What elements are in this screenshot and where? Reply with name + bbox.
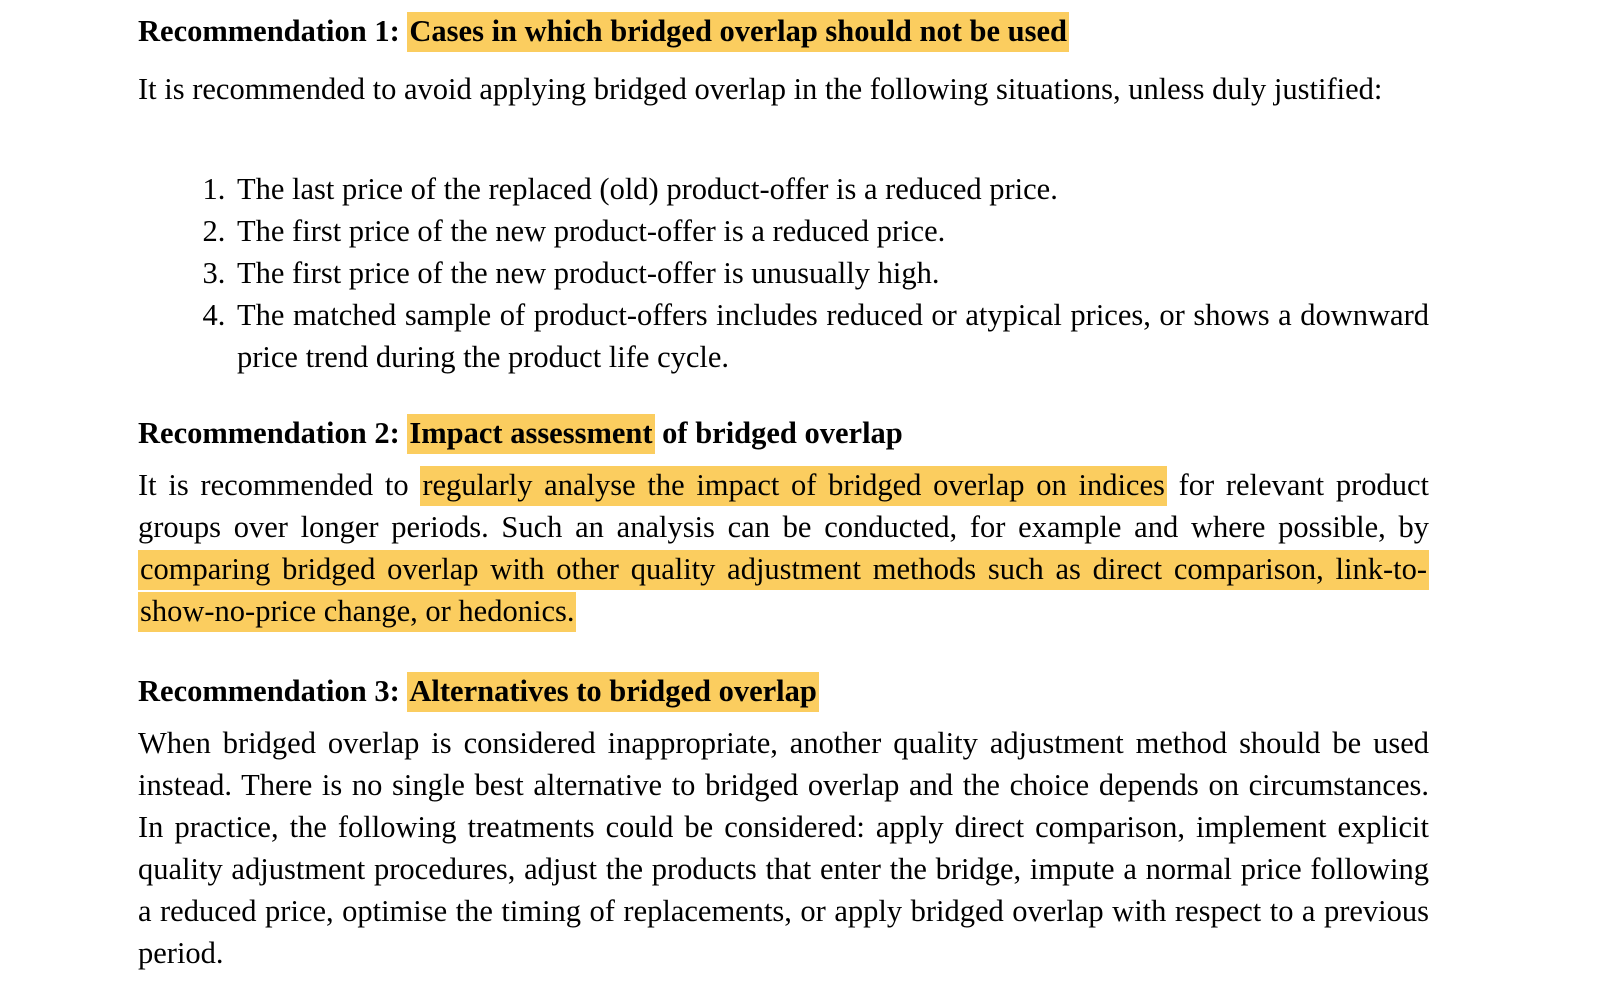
recommendation-3-title-highlight: Alternatives to bridged overlap	[407, 672, 818, 712]
recommendation-3-label: Recommendation 3:	[138, 674, 400, 708]
recommendation-2-title-highlight: Impact assessment	[407, 414, 654, 454]
recommendation-2-body-highlight-2: comparing bridged overlap with other quality adjustment methods such as direct comparison, link-to-show-no-price change, or hedonics.	[138, 550, 1429, 632]
recommendation-1-title-highlight: Cases in which bridged overlap should not be used	[407, 12, 1069, 52]
recommendation-1-label: Recommendation 1:	[138, 14, 400, 48]
list-item: 3. The first price of the new product-offer is unusually high.	[233, 252, 1429, 294]
recommendation-2-heading	[138, 412, 903, 454]
recommendation-2-body	[138, 464, 1429, 632]
recommendation-2-body-part-2: for relevant product groups over longer periods. Such an analysis can be conducted, for example and where possible, by	[138, 468, 1430, 544]
list-item: 2. The first price of the new product-offer is a reduced price.	[233, 210, 1429, 252]
recommendation-3-body: When bridged overlap is considered inappropriate, another quality adjustment method should be used instead. There is no single best alternative to bridged overlap and the choice depends on circumstances. In practice, the following treatments could be considered: apply direct comparison, implement explicit quality adjustment procedures, adjust the products that enter the bridge, impute a normal price following a reduced price, optimise the timing of replacements, or apply bridged overlap with respect to a previous period.	[138, 726, 1429, 970]
recommendation-1-list	[138, 168, 1429, 378]
recommendation-2-label: Recommendation 2:	[138, 416, 400, 450]
recommendation-2-title-rest: of bridged overlap	[662, 416, 903, 450]
list-item: 4. The matched sample of product-offers includes reduced or atypical prices, or shows a downward price trend during the product life cycle.	[233, 294, 1429, 378]
recommendation-2-body-part-1: It is recommended to	[138, 468, 409, 502]
recommendation-1-heading	[138, 10, 1069, 52]
list-item: 1. The last price of the replaced (old) product-offer is a reduced price.	[233, 168, 1429, 210]
recommendation-2-body-highlight-1: regularly analyse the impact of bridged overlap on indices	[420, 466, 1167, 506]
recommendation-3-heading	[138, 670, 819, 712]
recommendation-1-intro: It is recommended to avoid applying bridged overlap in the following situations, unless duly justified:	[138, 72, 1383, 106]
